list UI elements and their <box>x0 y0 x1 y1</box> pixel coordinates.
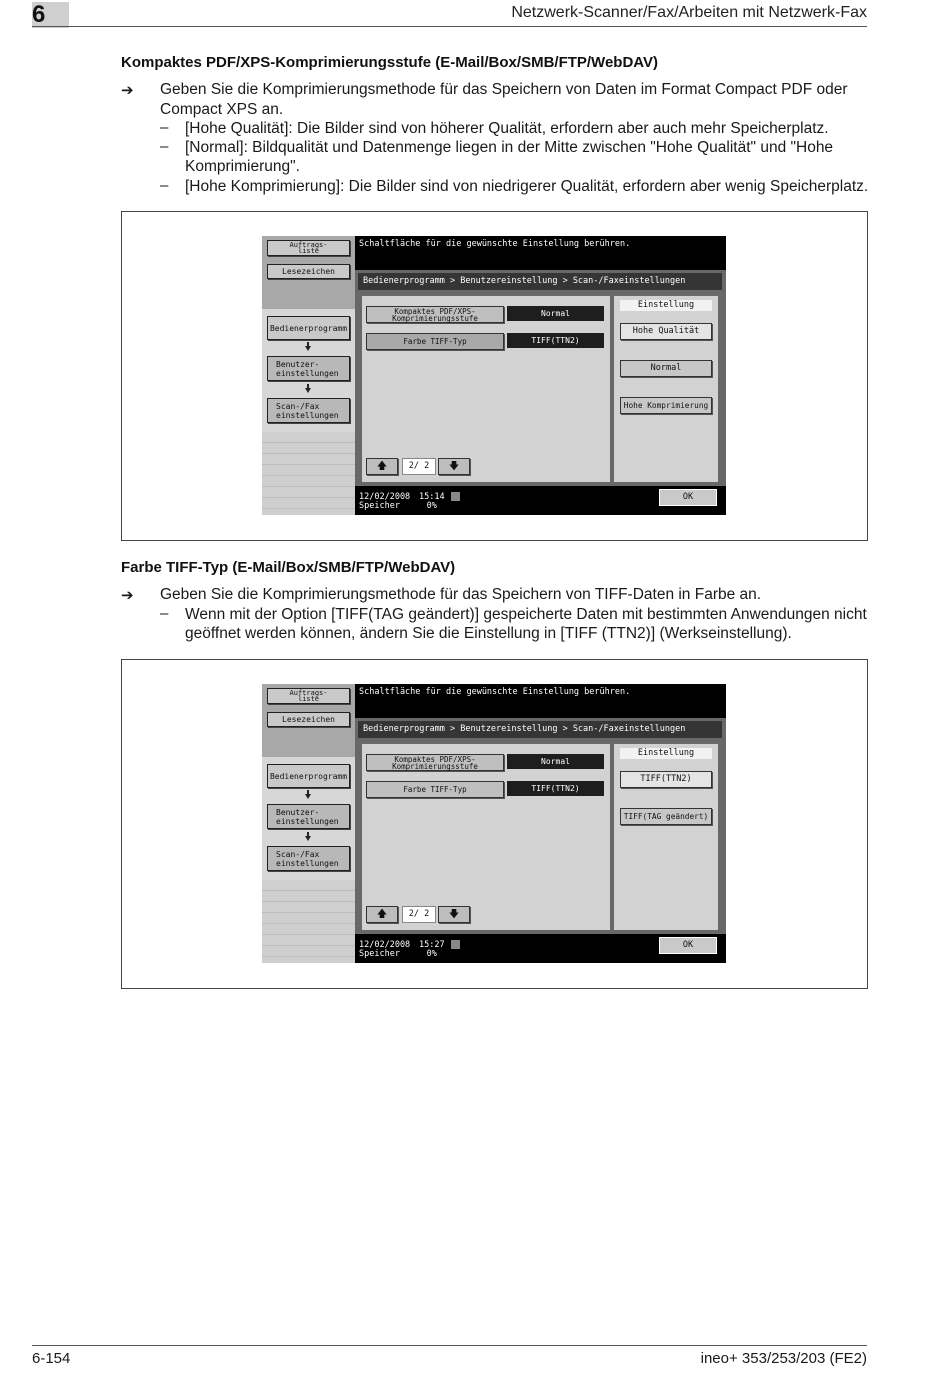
down-arrow-icon <box>305 836 311 841</box>
color-tiff-type-button[interactable]: Farbe TIFF-Typ <box>366 333 504 350</box>
scan-fax-settings-button[interactable]: Scan-/Fax einstellungen <box>267 398 350 423</box>
color-tiff-type-button[interactable]: Farbe TIFF-Typ <box>366 781 504 798</box>
memory-label: Speicher <box>359 501 400 511</box>
options-header: Einstellung <box>620 300 712 311</box>
instruction-arrow-icon: ➔ <box>121 82 134 99</box>
intro-text-line1: Geben Sie die Komprimierungsmethode für das Speichern von Daten im Format Compact PDF oder <box>160 81 848 98</box>
instruction-arrow-icon: ➔ <box>121 587 134 604</box>
chapter-number: 6 <box>32 2 69 28</box>
down-arrow-icon <box>305 388 311 393</box>
bookmark-button[interactable]: Lesezeichen <box>267 264 350 279</box>
ok-button[interactable]: OK <box>659 937 717 954</box>
bullet-high-quality: [Hohe Qualität]: Die Bilder sind von höherer Qualität, erfordern aber auch mehr Speicherplatz. <box>185 120 829 137</box>
date: 12/02/2008 <box>359 492 411 502</box>
left-panel <box>262 236 355 515</box>
bullet-high-compression: [Hohe Komprimierung]: Die Bilder sind von niedrigerer Qualität, erfordern aber wenig Speicherplatz. <box>185 178 869 195</box>
compression-level-button[interactable]: Kompaktes PDF/XPS- Komprimierungsstufe <box>366 754 504 771</box>
bullet-dash: – <box>160 605 169 622</box>
compression-level-value: Normal <box>507 754 604 769</box>
job-list-button[interactable]: Auftrags- liste <box>267 688 350 704</box>
time: 15:27 <box>419 940 445 950</box>
bullet-dash: – <box>160 119 169 136</box>
job-list-button[interactable]: Auftrags- liste <box>267 240 350 256</box>
options-panel <box>614 296 718 482</box>
option-tiff-ttn2-button[interactable]: TIFF(TTN2) <box>620 771 712 788</box>
page-up-button[interactable]: 🡅 <box>366 906 398 923</box>
memory-label: Speicher <box>359 949 400 959</box>
job-status-icon <box>451 940 460 949</box>
running-header-title: Netzwerk-Scanner/Fax/Arbeiten mit Netzwerk-Fax <box>511 4 867 21</box>
memory-value: 0% <box>426 501 437 511</box>
job-status-icon <box>451 492 460 501</box>
page-indicator: 2/ 2 <box>402 906 436 923</box>
options-header: Einstellung <box>620 748 712 759</box>
bullet-tiff-line2: geöffnet werden können, ändern Sie die Einstellung in [TIFF (TTN2)] (Werkseinstellung). <box>185 625 792 642</box>
device-panel <box>262 684 726 963</box>
header-rule <box>32 26 867 27</box>
device-panel <box>262 236 726 515</box>
intro-text: Geben Sie die Komprimierungsmethode für das Speichern von TIFF-Daten in Farbe an. <box>160 586 762 603</box>
bookmark-button[interactable]: Lesezeichen <box>267 712 350 727</box>
section-title-compression: Kompaktes PDF/XPS-Komprimierungsstufe (E-Mail/Box/SMB/FTP/WebDAV) <box>121 54 659 71</box>
settings-area <box>355 718 726 934</box>
footer-rule <box>32 1345 867 1346</box>
compression-level-value: Normal <box>507 306 604 321</box>
utility-button[interactable]: Bedienerprogramm <box>267 764 350 788</box>
page-up-button[interactable]: 🡅 <box>366 458 398 475</box>
page-number: 6-154 <box>32 1350 71 1367</box>
status-bar <box>355 934 726 963</box>
compression-level-button[interactable]: Kompaktes PDF/XPS- Komprimierungsstufe <box>366 306 504 323</box>
options-panel <box>614 744 718 930</box>
page-indicator: 2/ 2 <box>402 458 436 475</box>
left-panel <box>262 684 355 963</box>
settings-area <box>355 270 726 486</box>
page-down-button[interactable]: 🡇 <box>438 906 470 923</box>
color-tiff-type-value: TIFF(TTN2) <box>507 781 604 796</box>
product-name: ineo+ 353/253/203 (FE2) <box>700 1350 867 1367</box>
intro-text-line2: Compact XPS an. <box>160 101 284 118</box>
breadcrumb: Bedienerprogramm > Benutzereinstellung > Scan-/Faxeinstellungen <box>358 273 722 290</box>
scan-fax-settings-button[interactable]: Scan-/Fax einstellungen <box>267 846 350 871</box>
date: 12/02/2008 <box>359 940 411 950</box>
page-down-button[interactable]: 🡇 <box>438 458 470 475</box>
message-bar: Schaltfläche für die gewünschte Einstellung berühren. <box>355 684 726 718</box>
settings-list <box>362 296 610 482</box>
utility-button[interactable]: Bedienerprogramm <box>267 316 350 340</box>
down-arrow-icon <box>305 794 311 799</box>
user-settings-button[interactable]: Benutzer- einstellungen <box>267 356 350 381</box>
message-bar: Schaltfläche für die gewünschte Einstellung berühren. <box>355 236 726 270</box>
bullet-dash: – <box>160 177 169 194</box>
bullet-dash: – <box>160 138 169 155</box>
time: 15:14 <box>419 492 445 502</box>
ok-button[interactable]: OK <box>659 489 717 506</box>
user-settings-button[interactable]: Benutzer- einstellungen <box>267 804 350 829</box>
option-high-quality-button[interactable]: Hohe Qualität <box>620 323 712 340</box>
option-normal-button[interactable]: Normal <box>620 360 712 377</box>
status-bar <box>355 486 726 515</box>
figure-screen-color-tiff <box>121 659 868 989</box>
breadcrumb: Bedienerprogramm > Benutzereinstellung > Scan-/Faxeinstellungen <box>358 721 722 738</box>
bullet-normal-line1: [Normal]: Bildqualität und Datenmenge liegen in der Mitte zwischen "Hohe Qualität" und "Hohe <box>185 139 834 156</box>
settings-list <box>362 744 610 930</box>
option-tiff-tag-changed-button[interactable]: TIFF(TAG geändert) <box>620 808 712 825</box>
bullet-normal-line2: Komprimierung". <box>185 158 300 175</box>
color-tiff-type-value: TIFF(TTN2) <box>507 333 604 348</box>
figure-screen-compression <box>121 211 868 541</box>
memory-value: 0% <box>426 949 437 959</box>
down-arrow-icon <box>305 346 311 351</box>
bullet-tiff-line1: Wenn mit der Option [TIFF(TAG geändert)] gespeicherte Daten mit bestimmten Anwendungen nicht <box>185 606 867 623</box>
section-title-color-tiff: Farbe TIFF-Typ (E-Mail/Box/SMB/FTP/WebDAV) <box>121 559 456 576</box>
option-high-compression-button[interactable]: Hohe Komprimierung <box>620 397 712 414</box>
